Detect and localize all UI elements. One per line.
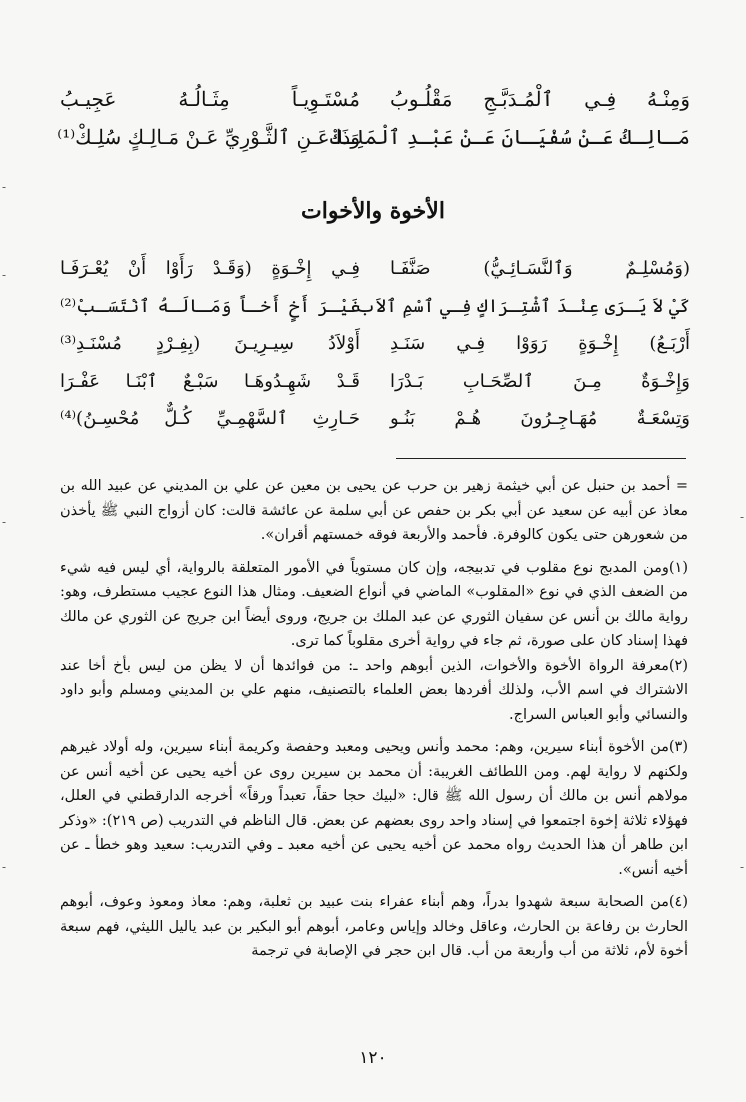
verse-block-main — [60, 250, 690, 438]
section-title: الأخوة والأخوات — [301, 198, 445, 224]
footnote-1-2: (١)ومن المدبج نوع مقلوب في تدبيجه، وإن كان مستوياً في الأمور المتعلقة بالرواية، أي ليس فيه شيء من الضعف الذي في نوع «المقلوب» الماضي في أنواع الضعيف. ومثال هذا النوع عجيب مستطرف، وهو: رواية مالك بن أنس عن سفيان الثوري عن عبد الملك بن جريج، وروى أيضاً ابن جريج عن الثوري عن مالك فهذا إسناد كان على صورة، ثم جاء في رواية أخرى مقلوباً كما ترى. (٢)معرفة الرواة الأخوة والأخوات، الذين أبوهم واحد ـ: من فوائدها أن لا يظن من ليس بأخ أخا عند الاشتراك في اسم الأب، ولذلك أفردها بعض العلماء بالتصنيف، منهم علي بن المديني ومسلم وأبو داود والنسائي وأبو العباس السراج. — [60, 559, 688, 723]
footnotes — [60, 474, 688, 972]
verse-left-hemistich: حَـارِثِ ٱلسَّهْمِـيِّ كُـلٌّ مُحْسِـنُ)⁽⁴⁾ — [60, 408, 360, 429]
verse-left-hemistich: مُسْتَـوِيـاً مِثَـالُـهُ عَجِيـبُ — [60, 87, 360, 111]
verse-left-hemistich: قَـدْ شَهِـدُوهَـا سَبْـعٌ ٱبْنَـا عَفْـرَا — [60, 370, 360, 392]
verse-left-hemistich: وَذَا عَـنِ ٱلثَّـوْرِيِّ عَـنْ مَـالِـكٍ سُلِـكْ⁽¹⁾ — [57, 125, 360, 149]
margin-mark: - — [2, 515, 7, 529]
verse-row — [60, 400, 690, 438]
verse-right-hemistich: كَيْ لاَ يَـرَى عِنْـدَ ٱشْتِـرَاكٍ فِـي ٱسْمِ ٱلاَب — [354, 295, 690, 317]
verse-right-hemistich: أَرْبَـعُ) إِخْـوَةٍ رَوَوْا فِـي سَنَـدِ — [390, 333, 690, 354]
verse-row — [60, 325, 690, 363]
verse-row — [60, 80, 690, 118]
footnote-4: (٤)من الصحابة سبعة شهدوا بدراً، وهم أبناء عفراء بنت عبيد بن ثعلبة، وهم: معاذ ومعوذ وعوف، أبوهم الحارث بن رفاعة بن الحارث، وعاقل وخالد وإياس وعامر، أبوهم أبو البكير بن عبد ياليل الليثي، فهم سبعة أخوة لأم، ثلاثة من أب وأربعة من أب. قال ابن حجر في الإصابة في ترجمة — [60, 894, 688, 959]
footnote-continuation: = أحمد بن حنبل عن أبي خيثمة زهير بن حرب عن يحيى بن معين عن علي بن المديني عن عبيد الله بن معاذ عن أبيه عن سعيد عن أبي بكر بن حفص عن أبي سلمة عن عائشة قالت: كان أزواج النبي ﷺ يأخذن من شعورهن حتى يكون كالوفرة. فأحمد والأربعة فوقه خمستهم أقران». — [60, 478, 688, 543]
footnote-separator — [396, 458, 686, 459]
verse-right-hemistich: وَتِسْعَـةٌ مُهَـاجِـرُونَ هُـمْ بَنُـو — [390, 408, 690, 429]
footnote-3: (٣)من الأخوة أبناء سيرين، وهم: محمد وأنس ويحيى ومعبد وحفصة وكريمة أبناء سيرين، وله أولاد غيرهم ولكنهم لا رواية لهم. ومن اللطائف الغريبة: أن محمد بن سيرين روى عن أخيه يحيى عن أخيه أنس عن مولاهم أنس بن مالك أن رسول الله ﷺ قال: «لبيك حجا حقاً، تعبداً ورقاً» أخرجه الدارقطني في العلل، فهؤلاء ثلاثة إخوة اجتمعوا في إسناد واحد روى بعضهم عن بعض. قال الناظم في التدريب (ص ٢١٩): «وذكر ابن طاهر أن هذا الحديث رواه محمد عن أخيه يحيى عن أخيه معبد ـ وفي التدريب: سعيد وهو خطأ ـ عن أخيه أنس». — [60, 739, 688, 878]
margin-mark: - — [2, 180, 7, 194]
verse-left-hemistich: فِـي إِخْـوَةٍ (وَقَـدْ رَأَوْا أَنْ يُعْـرَفَـا — [60, 258, 360, 279]
verse-row — [60, 250, 690, 288]
verse-right-hemistich: وَمِنْـهُ فِـي ٱلْمُـدَبَّـجِ مَقْلُـوبُ — [390, 87, 690, 111]
margin-mark: - — [739, 510, 744, 524]
verse-row — [57, 118, 690, 156]
margin-mark: - — [739, 860, 744, 874]
verse-block-top — [57, 80, 690, 156]
verse-right-hemistich: مَـالِـكُ عَـنْ سُفْيَـانَ عَـنْ عَبْـدِ ٱلْمَلِـكْ — [330, 125, 690, 149]
verse-right-hemistich: وَإِخْـوَةٌ مِـنَ ٱلصِّحَـابِ بَـدْرَا — [390, 370, 690, 392]
verse-row — [60, 288, 690, 326]
verse-left-hemistich: أَوْلاَدُ سِيـرِيـنَ (بِفِـرْدٍ مُسْنَـدِ⁽³⁾ — [60, 333, 360, 354]
verse-left-hemistich: غَيْـرَ أَخٍ أَخـاً وَمَـالَـهُ ٱنْتَسَـبْ⁽²⁾ — [60, 295, 360, 317]
verse-right-hemistich: (وَمُسْلِـمٌ وَٱلنَّسَـائِـيُّ) صَنَّفَـا — [390, 258, 690, 279]
page-number: ١٢٠ — [359, 1048, 387, 1068]
margin-mark: - — [2, 268, 7, 282]
margin-mark: - — [2, 860, 7, 874]
verse-row — [60, 363, 690, 401]
